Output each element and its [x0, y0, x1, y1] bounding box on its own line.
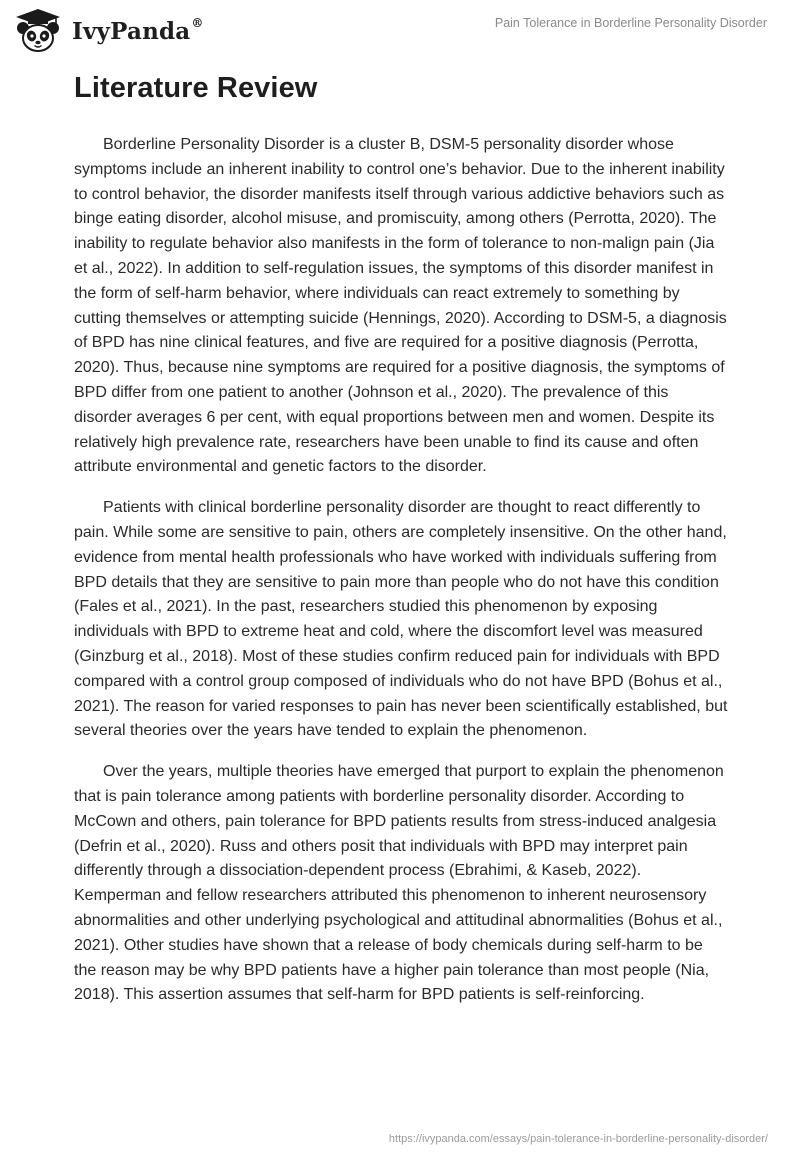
section-heading: Literature Review	[74, 72, 318, 104]
footer-url[interactable]: https://ivypanda.com/essays/pain-tolerance-in-borderline-personality-disorder/	[388, 1133, 768, 1145]
paragraph-1: Borderline Personality Disorder is a cluster B, DSM-5 personality disorder whose symptoms include an inherent inability to control one’s behavior. Due to the inherent inability to control behavior, the disorder manifests itself through various addictive behaviors such as binge eating disorder, alcohol misuse, and promiscuity, among others (Perrotta, 2020). The inability to regulate behavior also manifests in the form of tolerance to non-malign pain (Jia et al., 2022). In addition to self-regulation issues, the symptoms of this disorder manifest in the form of self-harm behavior, where individuals can react extremely to something by cutting themselves or attempting suicide (Hennings, 2020). According to DSM-5, a diagnosis of BPD has nine clinical features, and five are required for a positive diagnosis (Perrotta, 2020). Thus, because nine symptoms are required for a positive diagnosis, the symptoms of BPD differ from one patient to another (Johnson et al., 2020). The prevalence of this disorder averages 6 per cent, with equal proportions between men and women. Despite its relatively high prevalence rate, researchers have been unable to find its cause and often attribute environmental and genetic factors to the disorder.	[74, 136, 727, 476]
logo[interactable]	[14, 8, 204, 54]
panda-graduate-icon	[14, 8, 62, 54]
paragraph-3: Over the years, multiple theories have emerged that purport to explain the phenomenon that is pain tolerance among patients with borderline personality disorder. According to McCown and others, pain tolerance for BPD patients results from stress-induced analgesia (Defrin et al., 2020). Russ and others posit that individuals with BPD may interpret pain differently through a dissociation-dependent process (Ebrahimi, & Kaseb, 2022). Kemperman and fellow researchers attributed this phenomenon to inherent neurosensory abnormalities and other underlying psychological and attitudinal abnormalities (Bohus et al., 2021). Other studies have shown that a release of body chemicals during self-harm to be the reason may be why BPD patients have a higher pain tolerance than most people (Nia, 2018). This assertion assumes that self-harm for BPD patients is self-reinforcing.	[74, 763, 724, 1004]
brand-name: IvyPanda®	[72, 15, 204, 45]
article-body	[74, 133, 729, 1024]
registered-mark: ®	[191, 15, 204, 30]
document-title: Pain Tolerance in Borderline Personality Disorder	[494, 16, 767, 30]
paragraph-2: Patients with clinical borderline personality disorder are thought to react differently to pain. While some are sensitive to pain, others are completely insensitive. On the other hand, evidence from mental health professionals who have worked with individuals suffering from BPD details that they are sensitive to pain more than people who do not have this condition (Fales et al., 2021). In the past, researchers studied this phenomenon by exposing individuals with BPD to extreme heat and cold, where the discomfort level was measured (Ginzburg et al., 2018). Most of these studies confirm reduced pain for individuals with BPD compared with a control group composed of individuals who do not have BPD (Bohus et al., 2021). The reason for varied responses to pain has never been scientifically established, but several theories over the years have tended to explain the phenomenon.	[74, 499, 728, 740]
page-header	[0, 0, 800, 60]
